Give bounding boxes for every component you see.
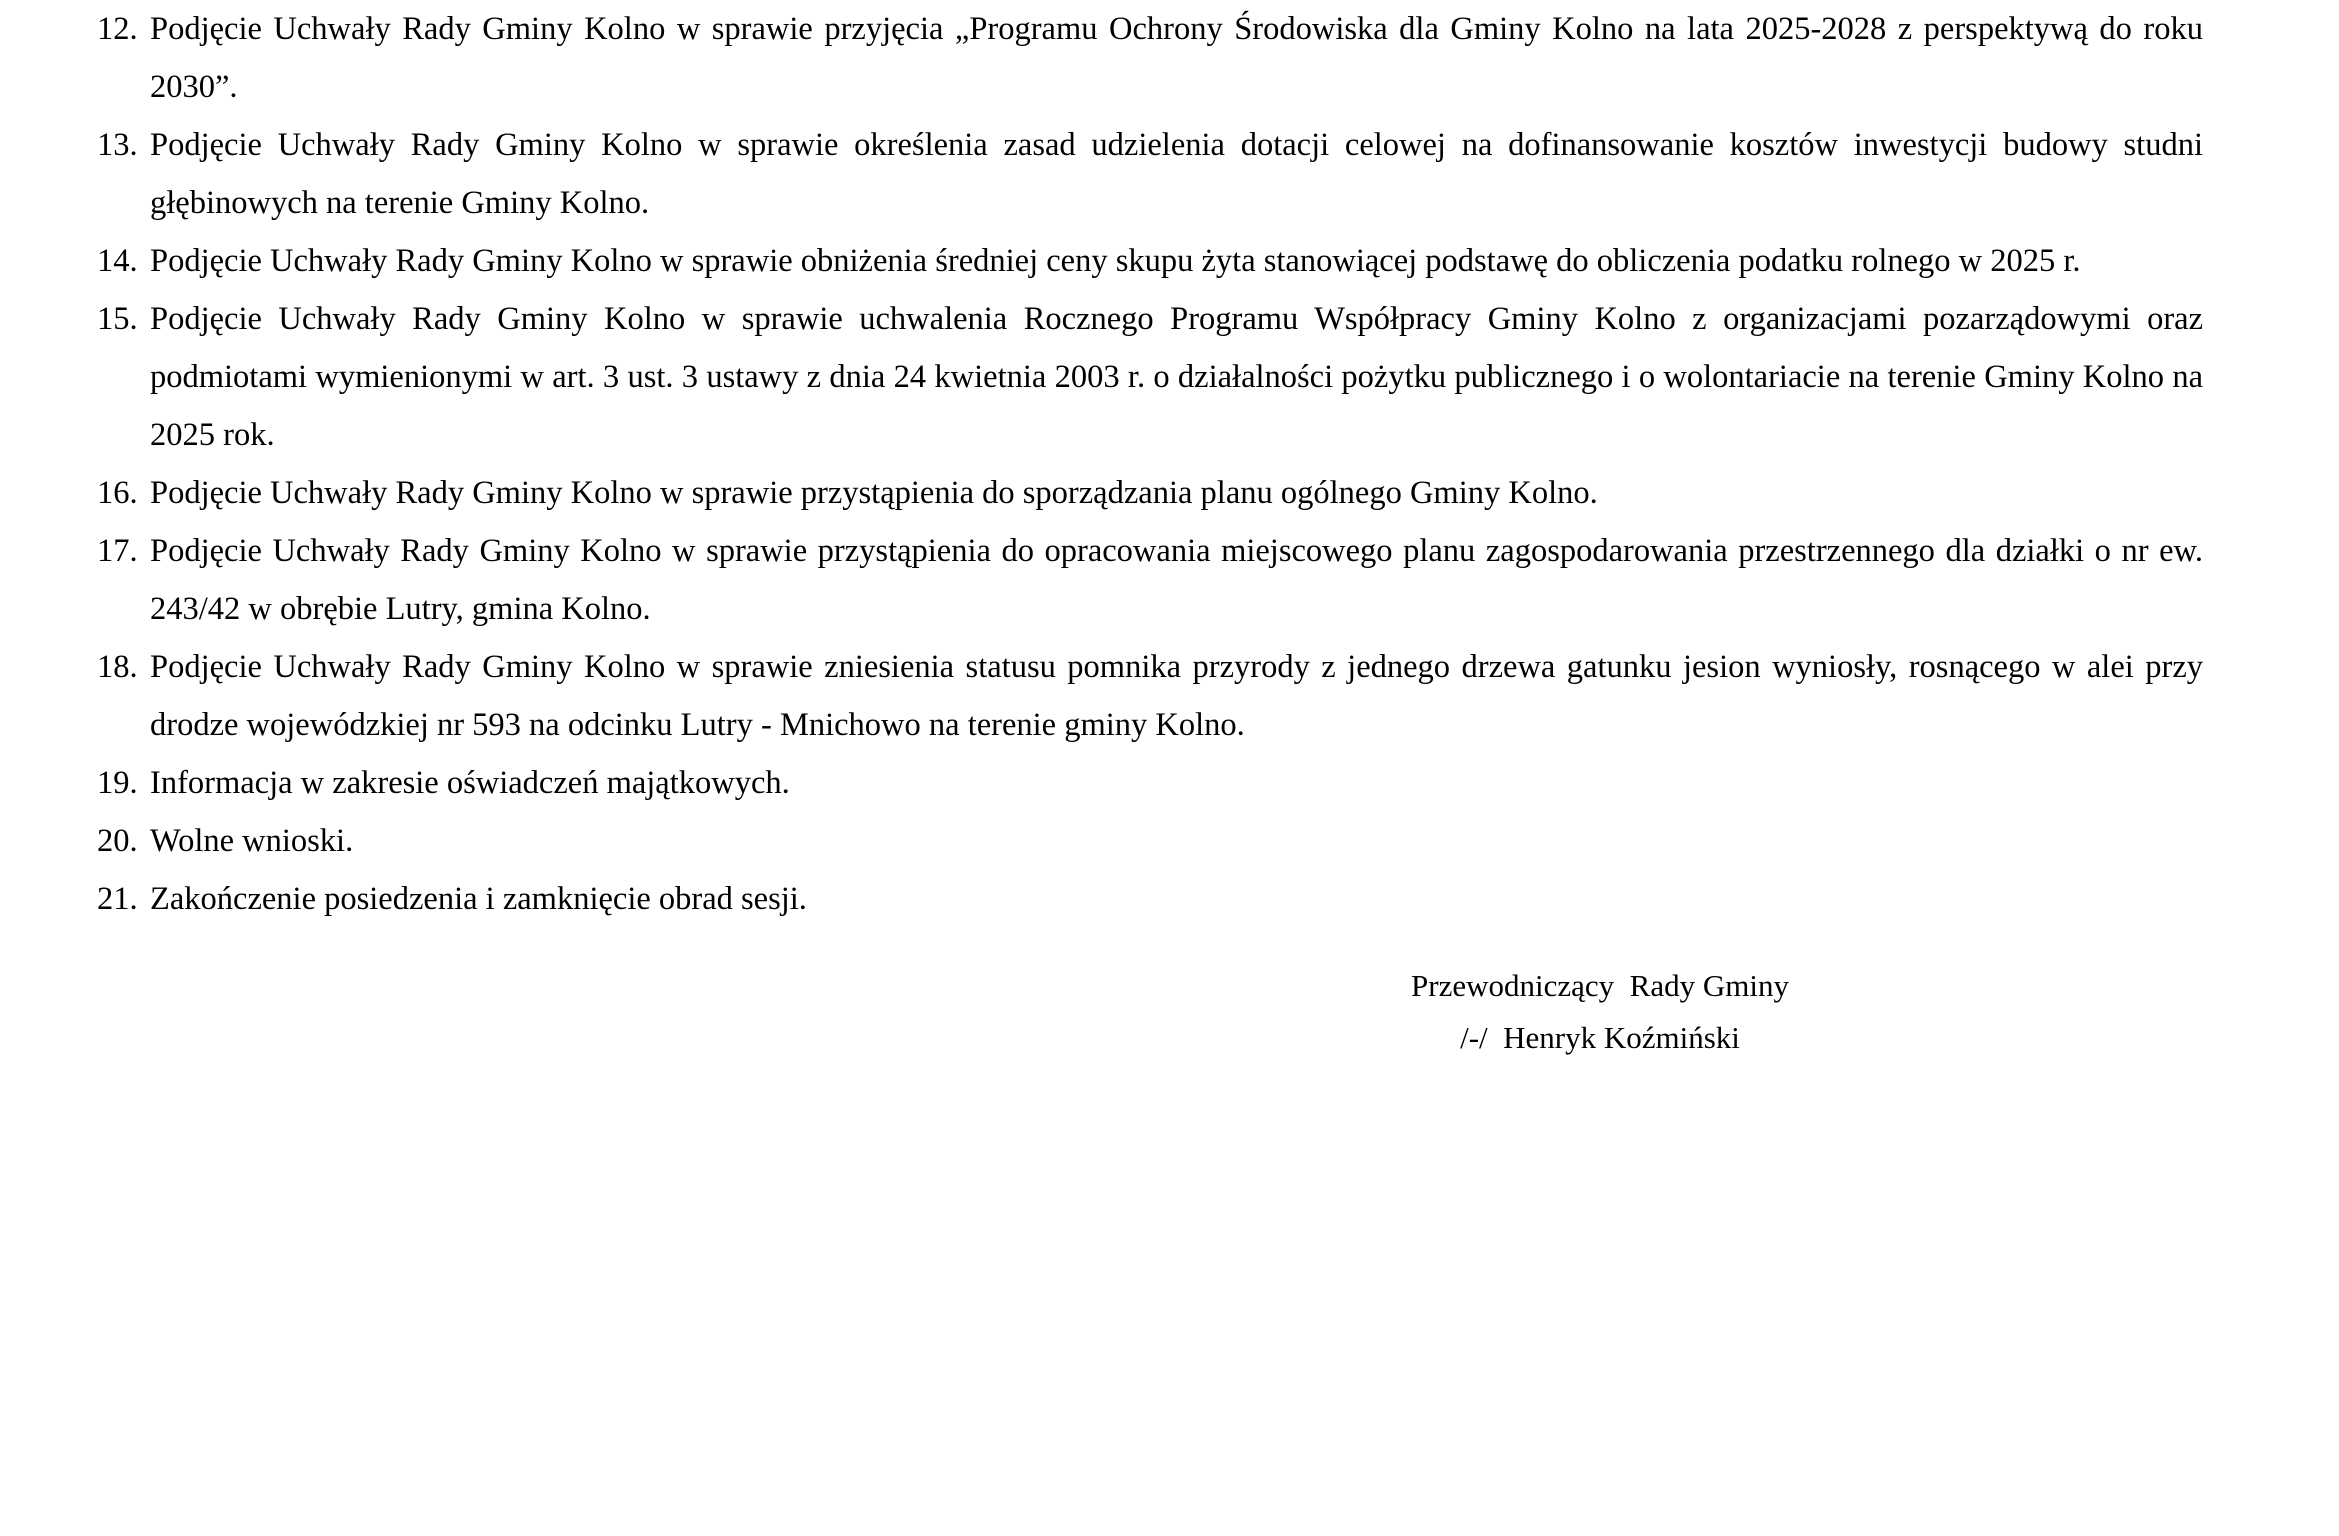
agenda-item-number: 14. <box>97 243 138 279</box>
agenda-item <box>97 0 2203 116</box>
agenda-item-number: 16. <box>97 475 138 511</box>
agenda-item-number: 21. <box>97 881 138 917</box>
agenda-item <box>97 232 2203 290</box>
agenda-item-text: Podjęcie Uchwały Rady Gminy Kolno w sprawie zniesienia statusu pomnika przyrody z jednego drzewa gatunku jesion wyniosły, rosnącego w alei przy drodze wojewódzkiej nr 593 na odcinku Lutry - Mnichowo na terenie gminy Kolno. <box>150 649 2203 743</box>
agenda-item-text: Zakończenie posiedzenia i zamknięcie obrad sesji. <box>150 881 807 917</box>
agenda-item-text: Podjęcie Uchwały Rady Gminy Kolno w sprawie uchwalenia Rocznego Programu Współpracy Gminy Kolno z organizacjami pozarządowymi oraz podmiotami wymienionymi w art. 3 ust. 3 ustawy z dnia 24 kwietnia 2003 r. o działalności pożytku publicznego i o wolontariacie na terenie Gminy Kolno na 2025 rok. <box>150 301 2203 453</box>
agenda-item-text: Podjęcie Uchwały Rady Gminy Kolno w sprawie przystąpienia do sporządzania planu ogólnego Gminy Kolno. <box>150 475 1598 511</box>
agenda-item <box>97 870 2203 928</box>
agenda-item-text: Podjęcie Uchwały Rady Gminy Kolno w sprawie przystąpienia do opracowania miejscowego planu zagospodarowania przestrzennego dla działki o nr ew. 243/42 w obrębie Lutry, gmina Kolno. <box>150 533 2203 627</box>
agenda-item-number: 20. <box>97 823 138 859</box>
agenda-item-number: 15. <box>97 301 138 337</box>
agenda-item <box>97 638 2203 754</box>
agenda-item <box>97 522 2203 638</box>
agenda-item-text: Podjęcie Uchwały Rady Gminy Kolno w sprawie obniżenia średniej ceny skupu żyta stanowiącej podstawę do obliczenia podatku rolnego w 2025 r. <box>150 243 2081 279</box>
agenda-item-number: 18. <box>97 649 138 685</box>
agenda-item-text: Podjęcie Uchwały Rady Gminy Kolno w sprawie przyjęcia „Programu Ochrony Środowiska dla Gminy Kolno na lata 2025-2028 z perspektywą do roku 2030”. <box>150 11 2203 105</box>
agenda-item <box>97 290 2203 464</box>
agenda-item-text: Informacja w zakresie oświadczeń majątkowych. <box>150 765 790 801</box>
agenda-item <box>97 812 2203 870</box>
agenda-item-number: 13. <box>97 127 138 163</box>
signature-title: Przewodniczący Rady Gminy <box>1411 968 1789 1003</box>
agenda-item-text: Wolne wnioski. <box>150 823 354 859</box>
agenda-item-number: 19. <box>97 765 138 801</box>
agenda-list <box>97 0 2203 928</box>
signature-block <box>1300 960 1900 1064</box>
agenda-item-text: Podjęcie Uchwały Rady Gminy Kolno w sprawie określenia zasad udzielenia dotacji celowej na dofinansowanie kosztów inwestycji budowy studni głębinowych na terenie Gminy Kolno. <box>150 127 2203 221</box>
agenda-item <box>97 116 2203 232</box>
agenda-item <box>97 754 2203 812</box>
agenda-item-number: 17. <box>97 533 138 569</box>
signature-name: /-/ Henryk Koźmiński <box>1460 1020 1740 1055</box>
agenda-item <box>97 464 2203 522</box>
agenda-item-number: 12. <box>97 11 138 47</box>
